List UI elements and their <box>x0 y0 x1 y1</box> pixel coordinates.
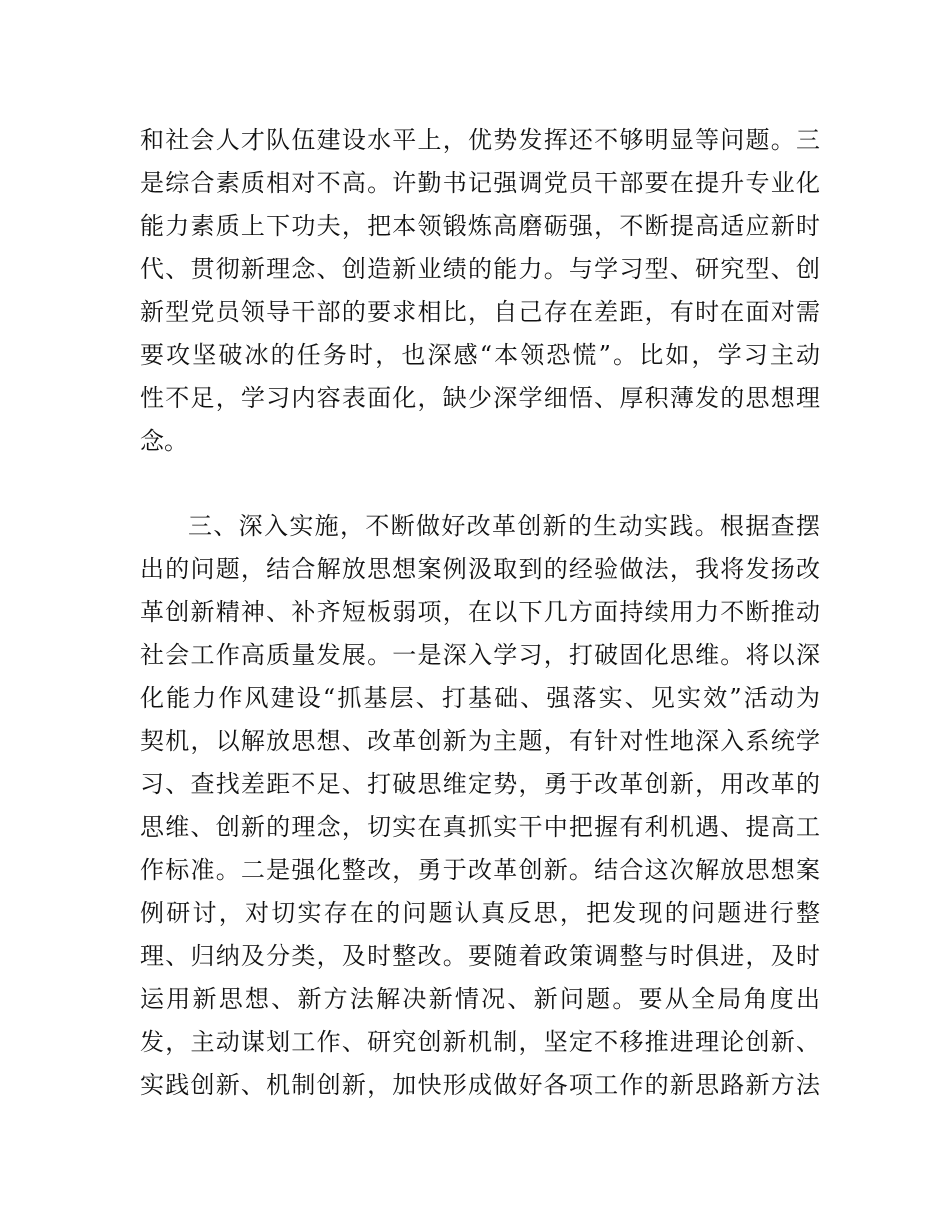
text-line: 新型党员领导干部的要求相比，自己存在差距，有时在面对需 <box>140 298 820 326</box>
body-paragraph-1 <box>140 119 820 463</box>
text-line: 代、贯彻新理念、创造新业绩的能力。与学习型、研究型、创 <box>140 255 820 283</box>
text-line: 念。 <box>140 427 188 455</box>
text-line: 思维、创新的理念，切实在真抓实干中把握有利机遇、提高工 <box>140 813 820 841</box>
text-line: 运用新思想、新方法解决新情况、新问题。要从全局角度出 <box>140 985 820 1013</box>
text-line: 契机，以解放思想、改革创新为主题，有针对性地深入系统学 <box>140 727 820 755</box>
text-line: 例研讨，对切实存在的问题认真反思，把发现的问题进行整 <box>140 899 820 927</box>
text-line: 实践创新、机制创新，加快形成做好各项工作的新思路新方法 <box>140 1071 820 1099</box>
text-line: 理、归纳及分类，及时整改。要随着政策调整与时俱进，及时 <box>140 942 820 970</box>
text-line: 作标准。二是强化整改，勇于改革创新。结合这次解放思想案 <box>140 856 820 884</box>
text-line: 社会工作高质量发展。一是深入学习，打破固化思维。将以深 <box>140 641 820 669</box>
text-line: 能力素质上下功夫，把本领锻炼高磨砺强，不断提高适应新时 <box>140 212 820 240</box>
text-line: 性不足，学习内容表面化，缺少深学细悟、厚积薄发的思想理 <box>140 384 820 412</box>
text-line: 和社会人才队伍建设水平上，优势发挥还不够明显等问题。三 <box>140 126 820 154</box>
text-line: 是综合素质相对不高。许勤书记强调党员干部要在提升专业化 <box>140 169 820 197</box>
text-line: 发，主动谋划工作、研究创新机制，坚定不移推进理论创新、 <box>140 1028 820 1056</box>
text-line: 革创新精神、补齐短板弱项，在以下几方面持续用力不断推动 <box>140 598 820 626</box>
text-line: 化能力作风建设“抓基层、打基础、强落实、见实效”活动为 <box>140 684 820 712</box>
body-paragraph-2 <box>140 505 820 1107</box>
text-line: 习、查找差距不足、打破思维定势，勇于改革创新，用改革的 <box>140 770 820 798</box>
text-line: 要攻坚破冰的任务时，也深感“本领恐慌”。比如，学习主动 <box>140 341 820 369</box>
text-line: 出的问题，结合解放思想案例汲取到的经验做法，我将发扬改 <box>140 555 820 583</box>
section-heading-line: 三、深入实施，不断做好改革创新的生动实践。根据查摆 <box>188 512 820 540</box>
